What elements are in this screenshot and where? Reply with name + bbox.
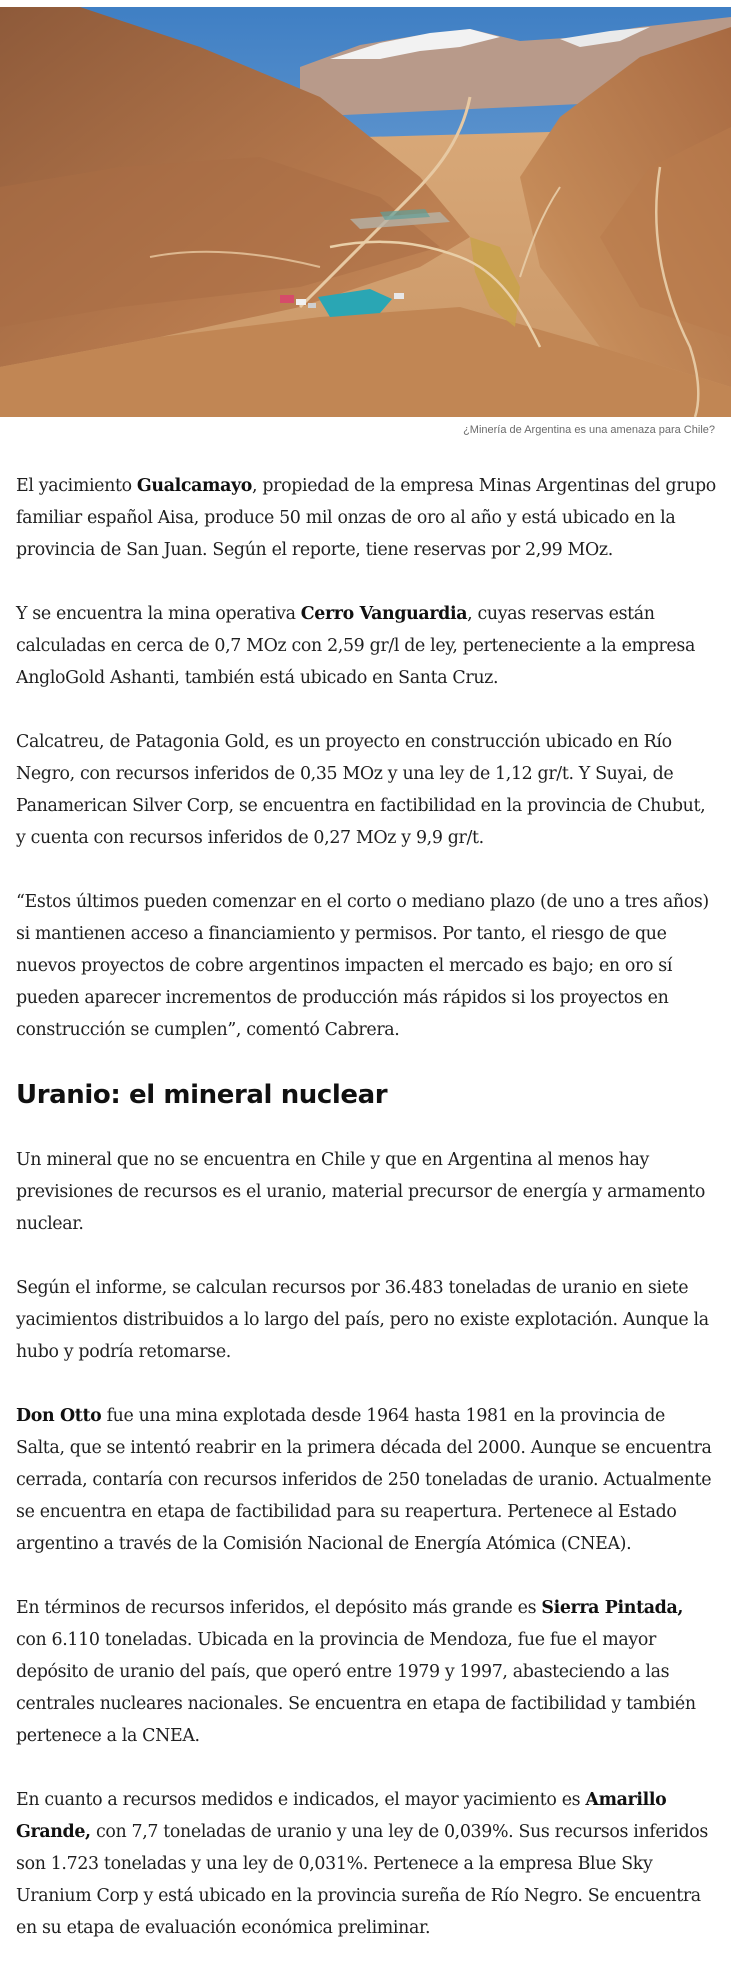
bold-sierra-pintada: Sierra Pintada,: [541, 1598, 684, 1618]
mountain-valley-photo: [0, 7, 731, 417]
paragraph-uranio-recursos: Según el informe, se calculan recursos por 36.483 toneladas de uranio en siete yacimientos distribuidos a lo largo del país, pero no existe explotación. Aunque la hubo y podría retomarse.: [16, 1278, 709, 1362]
paragraph-calcatreu: Calcatreu, de Patagonia Gold, es un proyecto en construcción ubicado en Río Negro, con recursos inferidos de 0,35 MOz y una ley de 1,12 gr/t. Y Suyai, de Panamerican Silver Corp, se encuentra en factibilidad en la provincia de Chubut, y cuenta con recursos inferidos de 0,27 MOz y 9,9 gr/t.: [16, 732, 706, 848]
paragraph-amarillo-grande: En cuanto a recursos medidos e indicados, el mayor yacimiento es Amarillo Grande, con 7,7 toneladas de uranio y una ley de 0,039%. Sus recursos inferidos son 1.723 toneladas y una ley de 0,031%. Pertenece a la empresa Blue Sky Uranium Corp y está ubicado en la provincia sureña de Río Negro. Se encuentra en su etapa de evaluación económica preliminar.: [16, 1790, 708, 1938]
paragraph-sierra-pintada: En términos de recursos inferidos, el depósito más grande es Sierra Pintada, con 6.110 toneladas. Ubicada en la provincia de Mendoza, fue fue el mayor depósito de uranio del país, que operó entre 1979 y 1997, abasteciendo a las centrales nucleares nacionales. Se encuentra en etapa de factibilidad y también pertenece a la CNEA.: [16, 1598, 696, 1746]
bold-don-otto: Don Otto: [16, 1406, 102, 1426]
section-heading-uranio: Uranio: el mineral nuclear: [16, 1080, 388, 1110]
paragraph-gualcamayo: El yacimiento Gualcamayo, propiedad de la empresa Minas Argentinas del grupo familiar español Aisa, produce 50 mil onzas de oro al año y está ubicado en la provincia de San Juan. Según el reporte, tiene reservas por 2,99 MOz.: [16, 476, 716, 560]
paragraph-uranio-intro: Un mineral que no se encuentra en Chile y que en Argentina al menos hay previsiones de recursos es el uranio, material precursor de energía y armamento nuclear.: [16, 1150, 706, 1234]
paragraph-don-otto: Don Otto fue una mina explotada desde 1964 hasta 1981 en la provincia de Salta, que se intentó reabrir en la primera década del 2000. Aunque se encuentra cerrada, contaría con recursos inferidos de 250 toneladas de uranio. Actualmente se encuentra en etapa de factibilidad para su reapertura. Pertenece al Estado argentino a través de la Comisión Nacional de Energía Atómica (CNEA).: [16, 1406, 712, 1554]
bold-gualcamayo: Gualcamayo: [136, 476, 253, 496]
bold-amarillo-grande: Amarillo Grande,: [16, 1790, 667, 1842]
image-caption: ¿Minería de Argentina es una amenaza para Chile?: [463, 424, 715, 436]
article-body: [16, 470, 716, 1976]
bold-cerro-vanguardia: Cerro Vanguardia: [300, 604, 468, 624]
hero-image: [0, 7, 731, 417]
paragraph-quote-cabrera: “Estos últimos pueden comenzar en el corto o mediano plazo (de uno a tres años) si mantienen acceso a financiamiento y permisos. Por tanto, el riesgo de que nuevos proyectos de cobre argentinos impacten el mercado es bajo; en oro sí pueden aparecer incrementos de producción más rápidos si los proyectos en construcción se cumplen”, comentó Cabrera.: [16, 892, 709, 1040]
paragraph-cerro-vanguardia: Y se encuentra la mina operativa Cerro Vanguardia, cuyas reservas están calculadas en cerca de 0,7 MOz con 2,59 gr/l de ley, perteneciente a la empresa AngloGold Ashanti, también está ubicado en Santa Cruz.: [16, 604, 695, 688]
